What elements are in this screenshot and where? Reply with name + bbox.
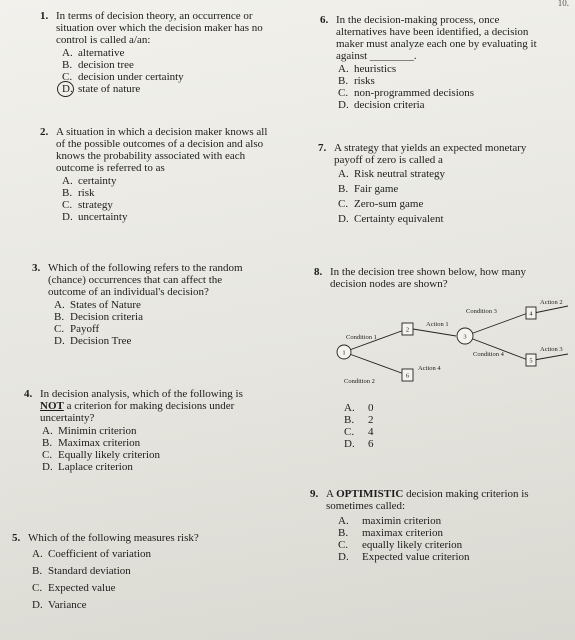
condition-1-label: Condition 1 [346,334,377,341]
option-d[interactable]: D. Expected value criterion [338,551,470,563]
emphasis-optimistic: OPTIMISTIC [336,488,404,500]
question-text-line: against ________. [336,50,417,62]
question-3 [32,262,282,347]
option-b[interactable]: B. Maximax criterion [42,437,141,449]
question-2 [40,126,290,223]
option-b[interactable]: B. risk [62,187,95,199]
option-d-selected[interactable]: D. state of nature [62,83,290,95]
question-4: 4. In decision analysis, which of the following is NOT a criterion for making decisions under uncertainty? A. Minimin criterion B. Maximax criterion C. Equally likely criterion D. Laplace criterion [24,388,284,473]
question-text-line: Which of the following refers to the random [48,262,243,274]
question-7 [318,142,568,227]
question-number: 2. [40,126,49,138]
question-text-line: situation over which the decision maker has no [56,22,263,34]
option-a[interactable]: A. 0 [344,402,374,414]
option-a[interactable]: A. heuristics [338,63,397,75]
option-c[interactable]: C. Payoff [54,323,100,335]
question-text-line: sometimes called: [326,500,406,512]
question-text-line: In the decision tree shown below, how many [330,266,527,278]
option-d[interactable]: D. decision criteria [338,99,425,111]
option-d[interactable]: D. Laplace criterion [42,461,133,473]
answer-circle-mark [57,81,74,97]
emphasis-not: NOT [40,400,64,412]
option-d[interactable]: D. uncertainty [62,211,128,223]
question-text-line: alternatives have been identified, a decision [336,26,529,38]
question-8 [314,266,564,290]
question-number: 8. [314,266,323,278]
node-label-4: 4 [529,310,533,318]
question-text-line: uncertainty? [40,412,95,424]
option-a[interactable]: A. States of Nature [54,299,141,311]
option-c[interactable]: C. equally likely criterion [338,539,463,551]
option-c[interactable]: C. Zero-sum game [338,198,424,210]
question-number: 4. [24,388,33,400]
node-label-3: 3 [463,333,467,341]
condition-3-label: Condition 3 [466,308,497,315]
question-number: 5. [12,532,21,544]
question-6 [320,14,570,111]
option-a[interactable]: A. Minimin criterion [42,425,137,437]
question-8-options [344,402,424,450]
question-text-line: knows the probability associated with each [56,150,246,162]
question-text-line: payoff of zero is called a [334,154,443,166]
option-a[interactable]: A. certainty [62,175,117,187]
option-b[interactable]: B. maximax criterion [338,527,443,539]
question-number: 3. [32,262,41,274]
action-3-label: Action 3 [540,346,563,353]
option-c[interactable]: C. 4 [344,426,374,438]
option-d[interactable]: D. 6 [344,438,374,450]
option-c[interactable]: C. Expected value [32,582,116,594]
question-number: 1. [40,10,49,22]
question-text-line: Which of the following measures risk? [28,532,199,544]
decision-tree-diagram [332,296,572,396]
option-c[interactable]: C. non-programmed decisions [338,87,475,99]
option-c[interactable]: C. strategy [62,199,113,211]
condition-2-label: Condition 2 [344,378,375,385]
option-a[interactable]: A. Risk neutral strategy [338,168,446,180]
question-text-line: outcome is referred to as [56,162,165,174]
question-1 [40,10,290,95]
option-b[interactable]: B. Standard deviation [32,565,131,577]
option-c[interactable]: C. decision under certainty [62,71,184,83]
option-b[interactable]: B. 2 [344,414,374,426]
question-text-line: control is called a/an: [56,34,151,46]
option-b[interactable]: B. risks [338,75,375,87]
question-text-line: maker must analyze each one by evaluating it [336,38,537,50]
node-label-6: 6 [405,372,410,380]
node-label-1: 1 [342,349,346,357]
question-text-line: decision nodes are shown? [330,278,448,290]
question-number: 9. [310,488,319,500]
node-label-2: 2 [405,326,410,334]
question-number: 6. [320,14,329,26]
option-c[interactable]: C. Equally likely criterion [42,449,161,461]
option-b[interactable]: B. decision tree [62,59,134,71]
question-text-line: In decision analysis, which of the following is [40,388,243,400]
question-number: 7. [318,142,327,154]
question-text-line: outcome of an individual's decision? [48,286,209,298]
question-text-line: (chance) occurrences that can affect the [48,274,223,286]
action-1-label: Action 1 [426,321,449,328]
action-2-label: Action 2 [540,299,563,306]
action-4-label: Action 4 [418,365,441,372]
question-5 [12,532,272,614]
question-9: 9. A OPTIMISTIC decision making criterion is sometimes called: A. maximin criterion B. maximax criterion C. equally likely criterion D. Expected value criterion [310,488,570,563]
node-label-5: 5 [529,357,533,365]
question-text-line: In terms of decision theory, an occurrence or [56,10,253,22]
question-text-line: A situation in which a decision maker knows all [56,126,268,138]
option-b[interactable]: B. Fair game [338,183,399,195]
question-text-line: of the possible outcomes of a decision and also [56,138,264,150]
option-d[interactable]: D. Decision Tree [54,335,132,347]
option-a[interactable]: A. Coefficient of variation [32,548,152,560]
option-a[interactable]: A. alternative [62,47,125,59]
question-text-line: In the decision-making process, once [336,14,500,26]
condition-4-label: Condition 4 [473,351,504,358]
option-a[interactable]: A. maximin criterion [338,515,442,527]
option-d[interactable]: D. Certainty equivalent [338,213,444,225]
option-d[interactable]: D. Variance [32,599,87,611]
option-b[interactable]: B. Decision criteria [54,311,143,323]
question-text-line: A strategy that yields an expected monetary [334,142,527,154]
page-corner-number: 10. [557,0,569,8]
